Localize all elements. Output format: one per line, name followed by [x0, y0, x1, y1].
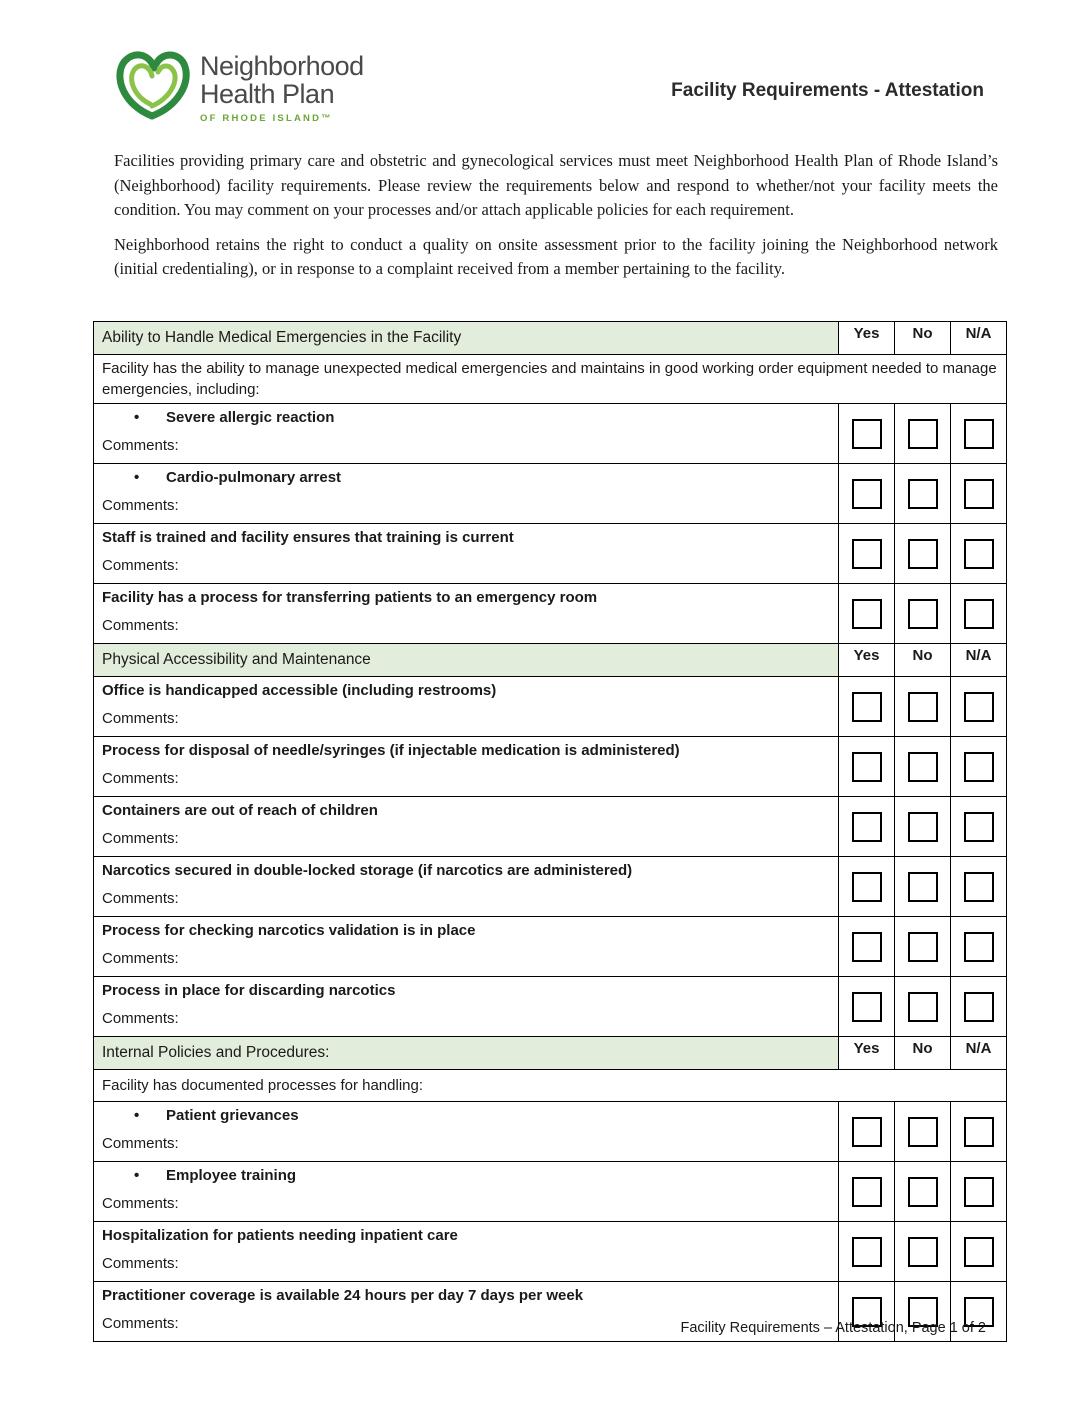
section-intro-row: [94, 355, 1007, 404]
na-checkbox[interactable]: [964, 1117, 994, 1147]
yes-cell: [839, 677, 895, 737]
comments-label[interactable]: Comments:: [102, 710, 179, 727]
no-cell: [895, 1162, 951, 1222]
yes-checkbox[interactable]: [852, 599, 882, 629]
requirement-row: [94, 857, 1007, 917]
yes-cell: [839, 524, 895, 584]
yes-checkbox[interactable]: [852, 932, 882, 962]
requirement-description: [94, 464, 839, 524]
section-header-row: [94, 322, 1007, 355]
requirement-label: Cardio-pulmonary arrest: [166, 469, 342, 486]
yes-cell: [839, 1162, 895, 1222]
na-cell: [951, 1162, 1007, 1222]
no-cell: [895, 584, 951, 644]
bullet-icon: •: [134, 469, 140, 486]
na-checkbox[interactable]: [964, 599, 994, 629]
yes-checkbox[interactable]: [852, 872, 882, 902]
column-no-header: No: [895, 1037, 951, 1070]
section-title: Ability to Handle Medical Emergencies in the Facility: [94, 322, 839, 355]
requirement-label: Employee training: [166, 1167, 297, 1184]
requirement-label: Containers are out of reach of children: [102, 802, 378, 819]
bullet-icon: •: [134, 1107, 140, 1124]
requirement-row: [94, 404, 1007, 464]
na-cell: [951, 584, 1007, 644]
comments-label[interactable]: Comments:: [102, 437, 179, 454]
na-checkbox[interactable]: [964, 479, 994, 509]
no-checkbox[interactable]: [908, 479, 938, 509]
requirements-table: [93, 321, 1007, 1342]
requirement-description: [94, 737, 839, 797]
na-checkbox[interactable]: [964, 932, 994, 962]
no-checkbox[interactable]: [908, 599, 938, 629]
column-no-header: No: [895, 322, 951, 355]
column-na-header: N/A: [951, 644, 1007, 677]
no-cell: [895, 677, 951, 737]
yes-checkbox[interactable]: [852, 812, 882, 842]
yes-checkbox[interactable]: [852, 1237, 882, 1267]
comments-label[interactable]: Comments:: [102, 617, 179, 634]
requirement-row: [94, 584, 1007, 644]
no-checkbox[interactable]: [908, 812, 938, 842]
no-checkbox[interactable]: [908, 1237, 938, 1267]
na-checkbox[interactable]: [964, 872, 994, 902]
column-yes-header: Yes: [839, 644, 895, 677]
column-yes-header: Yes: [839, 1037, 895, 1070]
yes-checkbox[interactable]: [852, 692, 882, 722]
logo-line-1: Neighborhood: [200, 51, 364, 81]
requirement-row: [94, 677, 1007, 737]
na-checkbox[interactable]: [964, 539, 994, 569]
requirement-description: [94, 1222, 839, 1282]
section-title: Physical Accessibility and Maintenance: [94, 644, 839, 677]
requirement-label: Patient grievances: [166, 1107, 299, 1124]
no-cell: [895, 737, 951, 797]
column-na-header: N/A: [951, 322, 1007, 355]
yes-cell: [839, 1222, 895, 1282]
requirement-label: Hospitalization for patients needing inpatient care: [102, 1227, 458, 1244]
intro-text: [114, 149, 998, 292]
requirement-row: [94, 1162, 1007, 1222]
comments-label[interactable]: Comments:: [102, 770, 179, 787]
requirement-label: Process in place for discarding narcotics: [102, 982, 396, 999]
na-cell: [951, 1102, 1007, 1162]
page-footer: Facility Requirements – Attestation, Page 1 of 2: [680, 1320, 986, 1336]
column-no-header: No: [895, 644, 951, 677]
na-checkbox[interactable]: [964, 752, 994, 782]
requirement-label: Process for disposal of needle/syringes (if injectable medication is administered): [102, 742, 680, 759]
na-checkbox[interactable]: [964, 1237, 994, 1267]
requirement-row: [94, 977, 1007, 1037]
requirement-label: Facility has a process for transferring patients to an emergency room: [102, 589, 598, 606]
na-cell: [951, 977, 1007, 1037]
yes-cell: [839, 404, 895, 464]
comments-label[interactable]: Comments:: [102, 1135, 179, 1152]
comments-label[interactable]: Comments:: [102, 1010, 179, 1027]
no-checkbox[interactable]: [908, 752, 938, 782]
no-cell: [895, 464, 951, 524]
yes-cell: [839, 1102, 895, 1162]
yes-checkbox[interactable]: [852, 1177, 882, 1207]
no-cell: [895, 1102, 951, 1162]
no-cell: [895, 524, 951, 584]
requirement-label: Narcotics secured in double-locked storage (if narcotics are administered): [102, 862, 633, 879]
comments-label[interactable]: Comments:: [102, 890, 179, 907]
document-title: Facility Requirements - Attestation: [671, 80, 984, 101]
section-intro-row: [94, 1070, 1007, 1102]
yes-cell: [839, 917, 895, 977]
requirement-label: Process for checking narcotics validation is in place: [102, 922, 476, 939]
yes-checkbox[interactable]: [852, 1117, 882, 1147]
comments-label[interactable]: Comments:: [102, 1315, 179, 1332]
comments-label[interactable]: Comments:: [102, 497, 179, 514]
requirement-description: [94, 1102, 839, 1162]
requirement-row: [94, 464, 1007, 524]
bullet-icon: •: [134, 1167, 140, 1184]
requirement-title: [102, 1286, 830, 1306]
yes-checkbox[interactable]: [852, 992, 882, 1022]
yes-cell: [839, 977, 895, 1037]
comments-label[interactable]: Comments:: [102, 557, 179, 574]
comments-label[interactable]: Comments:: [102, 830, 179, 847]
na-cell: [951, 797, 1007, 857]
no-cell: [895, 857, 951, 917]
requirement-row: [94, 1102, 1007, 1162]
heart-arcs-logo-icon: [112, 46, 198, 126]
logo-line-2: Health Plan: [200, 79, 335, 109]
bullet-icon: •: [134, 409, 140, 426]
yes-checkbox[interactable]: [852, 479, 882, 509]
requirement-row: [94, 737, 1007, 797]
no-checkbox[interactable]: [908, 692, 938, 722]
na-cell: [951, 737, 1007, 797]
section-title: Internal Policies and Procedures:: [94, 1037, 839, 1070]
na-checkbox[interactable]: [964, 692, 994, 722]
comments-label[interactable]: Comments:: [102, 1255, 179, 1272]
section-header-row: [94, 1037, 1007, 1070]
na-cell: [951, 404, 1007, 464]
requirement-title: [102, 741, 830, 761]
requirement-label: Office is handicapped accessible (including restrooms): [102, 682, 497, 699]
requirement-description: [94, 524, 839, 584]
requirement-description: [94, 1162, 839, 1222]
yes-checkbox[interactable]: [852, 539, 882, 569]
requirement-description: [94, 677, 839, 737]
no-checkbox[interactable]: [908, 539, 938, 569]
yes-cell: [839, 464, 895, 524]
requirement-label: Severe allergic reaction: [166, 409, 335, 426]
na-checkbox[interactable]: [964, 1177, 994, 1207]
no-cell: [895, 917, 951, 977]
yes-checkbox[interactable]: [852, 752, 882, 782]
na-checkbox[interactable]: [964, 419, 994, 449]
requirement-title: [102, 468, 830, 488]
requirement-description: [94, 404, 839, 464]
no-cell: [895, 797, 951, 857]
yes-cell: [839, 797, 895, 857]
requirement-label: Staff is trained and facility ensures that training is current: [102, 529, 514, 546]
no-cell: [895, 1222, 951, 1282]
no-cell: [895, 977, 951, 1037]
requirement-title: [102, 801, 830, 821]
na-cell: [951, 464, 1007, 524]
requirement-title: [102, 1226, 830, 1246]
yes-cell: [839, 857, 895, 917]
neighborhood-health-plan-logo: [112, 46, 382, 126]
requirement-row: [94, 917, 1007, 977]
requirement-label: Practitioner coverage is available 24 hours per day 7 days per week: [102, 1287, 584, 1304]
no-checkbox[interactable]: [908, 419, 938, 449]
requirement-description: [94, 917, 839, 977]
na-cell: [951, 677, 1007, 737]
requirement-description: [94, 857, 839, 917]
requirement-title: [102, 981, 830, 1001]
requirement-title: [102, 921, 830, 941]
na-cell: [951, 524, 1007, 584]
na-cell: [951, 857, 1007, 917]
logo-line-3: OF RHODE ISLAND™: [200, 113, 333, 124]
no-checkbox[interactable]: [908, 1117, 938, 1147]
no-cell: [895, 404, 951, 464]
na-cell: [951, 917, 1007, 977]
requirement-title: [102, 408, 830, 428]
intro-paragraph-1: Facilities providing primary care and obstetric and gynecological services must meet Neighborhood Health Plan of Rhode Island’s (Neighborhood) facility requirements. Please review the requirements below and respond to whether/not your facility meets the condition. You may comment on your processes and/or attach applicable policies for each requirement.: [114, 151, 998, 219]
no-checkbox[interactable]: [908, 1177, 938, 1207]
na-checkbox[interactable]: [964, 812, 994, 842]
no-checkbox[interactable]: [908, 992, 938, 1022]
comments-label[interactable]: Comments:: [102, 1195, 179, 1212]
requirement-description: [94, 584, 839, 644]
na-cell: [951, 1222, 1007, 1282]
logo-wordmark: [200, 52, 364, 124]
requirement-description: [94, 797, 839, 857]
requirement-row: [94, 797, 1007, 857]
section-header-row: [94, 644, 1007, 677]
section-intro-text: Facility has documented processes for handling:: [94, 1070, 1007, 1102]
column-yes-header: Yes: [839, 322, 895, 355]
requirement-title: [102, 588, 830, 608]
requirement-row: [94, 524, 1007, 584]
na-checkbox[interactable]: [964, 992, 994, 1022]
comments-label[interactable]: Comments:: [102, 950, 179, 967]
yes-cell: [839, 584, 895, 644]
requirements-table-body: [94, 322, 1007, 1342]
column-na-header: N/A: [951, 1037, 1007, 1070]
requirement-title: [102, 1166, 830, 1186]
requirement-title: [102, 861, 830, 881]
section-intro-text: Facility has the ability to manage unexpected medical emergencies and maintains in good working order equipment needed to manage emergencies, including:: [94, 355, 1007, 404]
requirement-row: [94, 1222, 1007, 1282]
no-checkbox[interactable]: [908, 932, 938, 962]
requirement-title: [102, 1106, 830, 1126]
intro-paragraph-2: Neighborhood retains the right to conduct a quality on onsite assessment prior to the facility joining the Neighborhood network (initial credentialing), or in response to a complaint received from a member pertaining to the facility.: [114, 234, 998, 278]
no-checkbox[interactable]: [908, 872, 938, 902]
requirement-title: [102, 681, 830, 701]
yes-checkbox[interactable]: [852, 419, 882, 449]
requirement-description: [94, 977, 839, 1037]
requirement-title: [102, 528, 830, 548]
yes-cell: [839, 737, 895, 797]
